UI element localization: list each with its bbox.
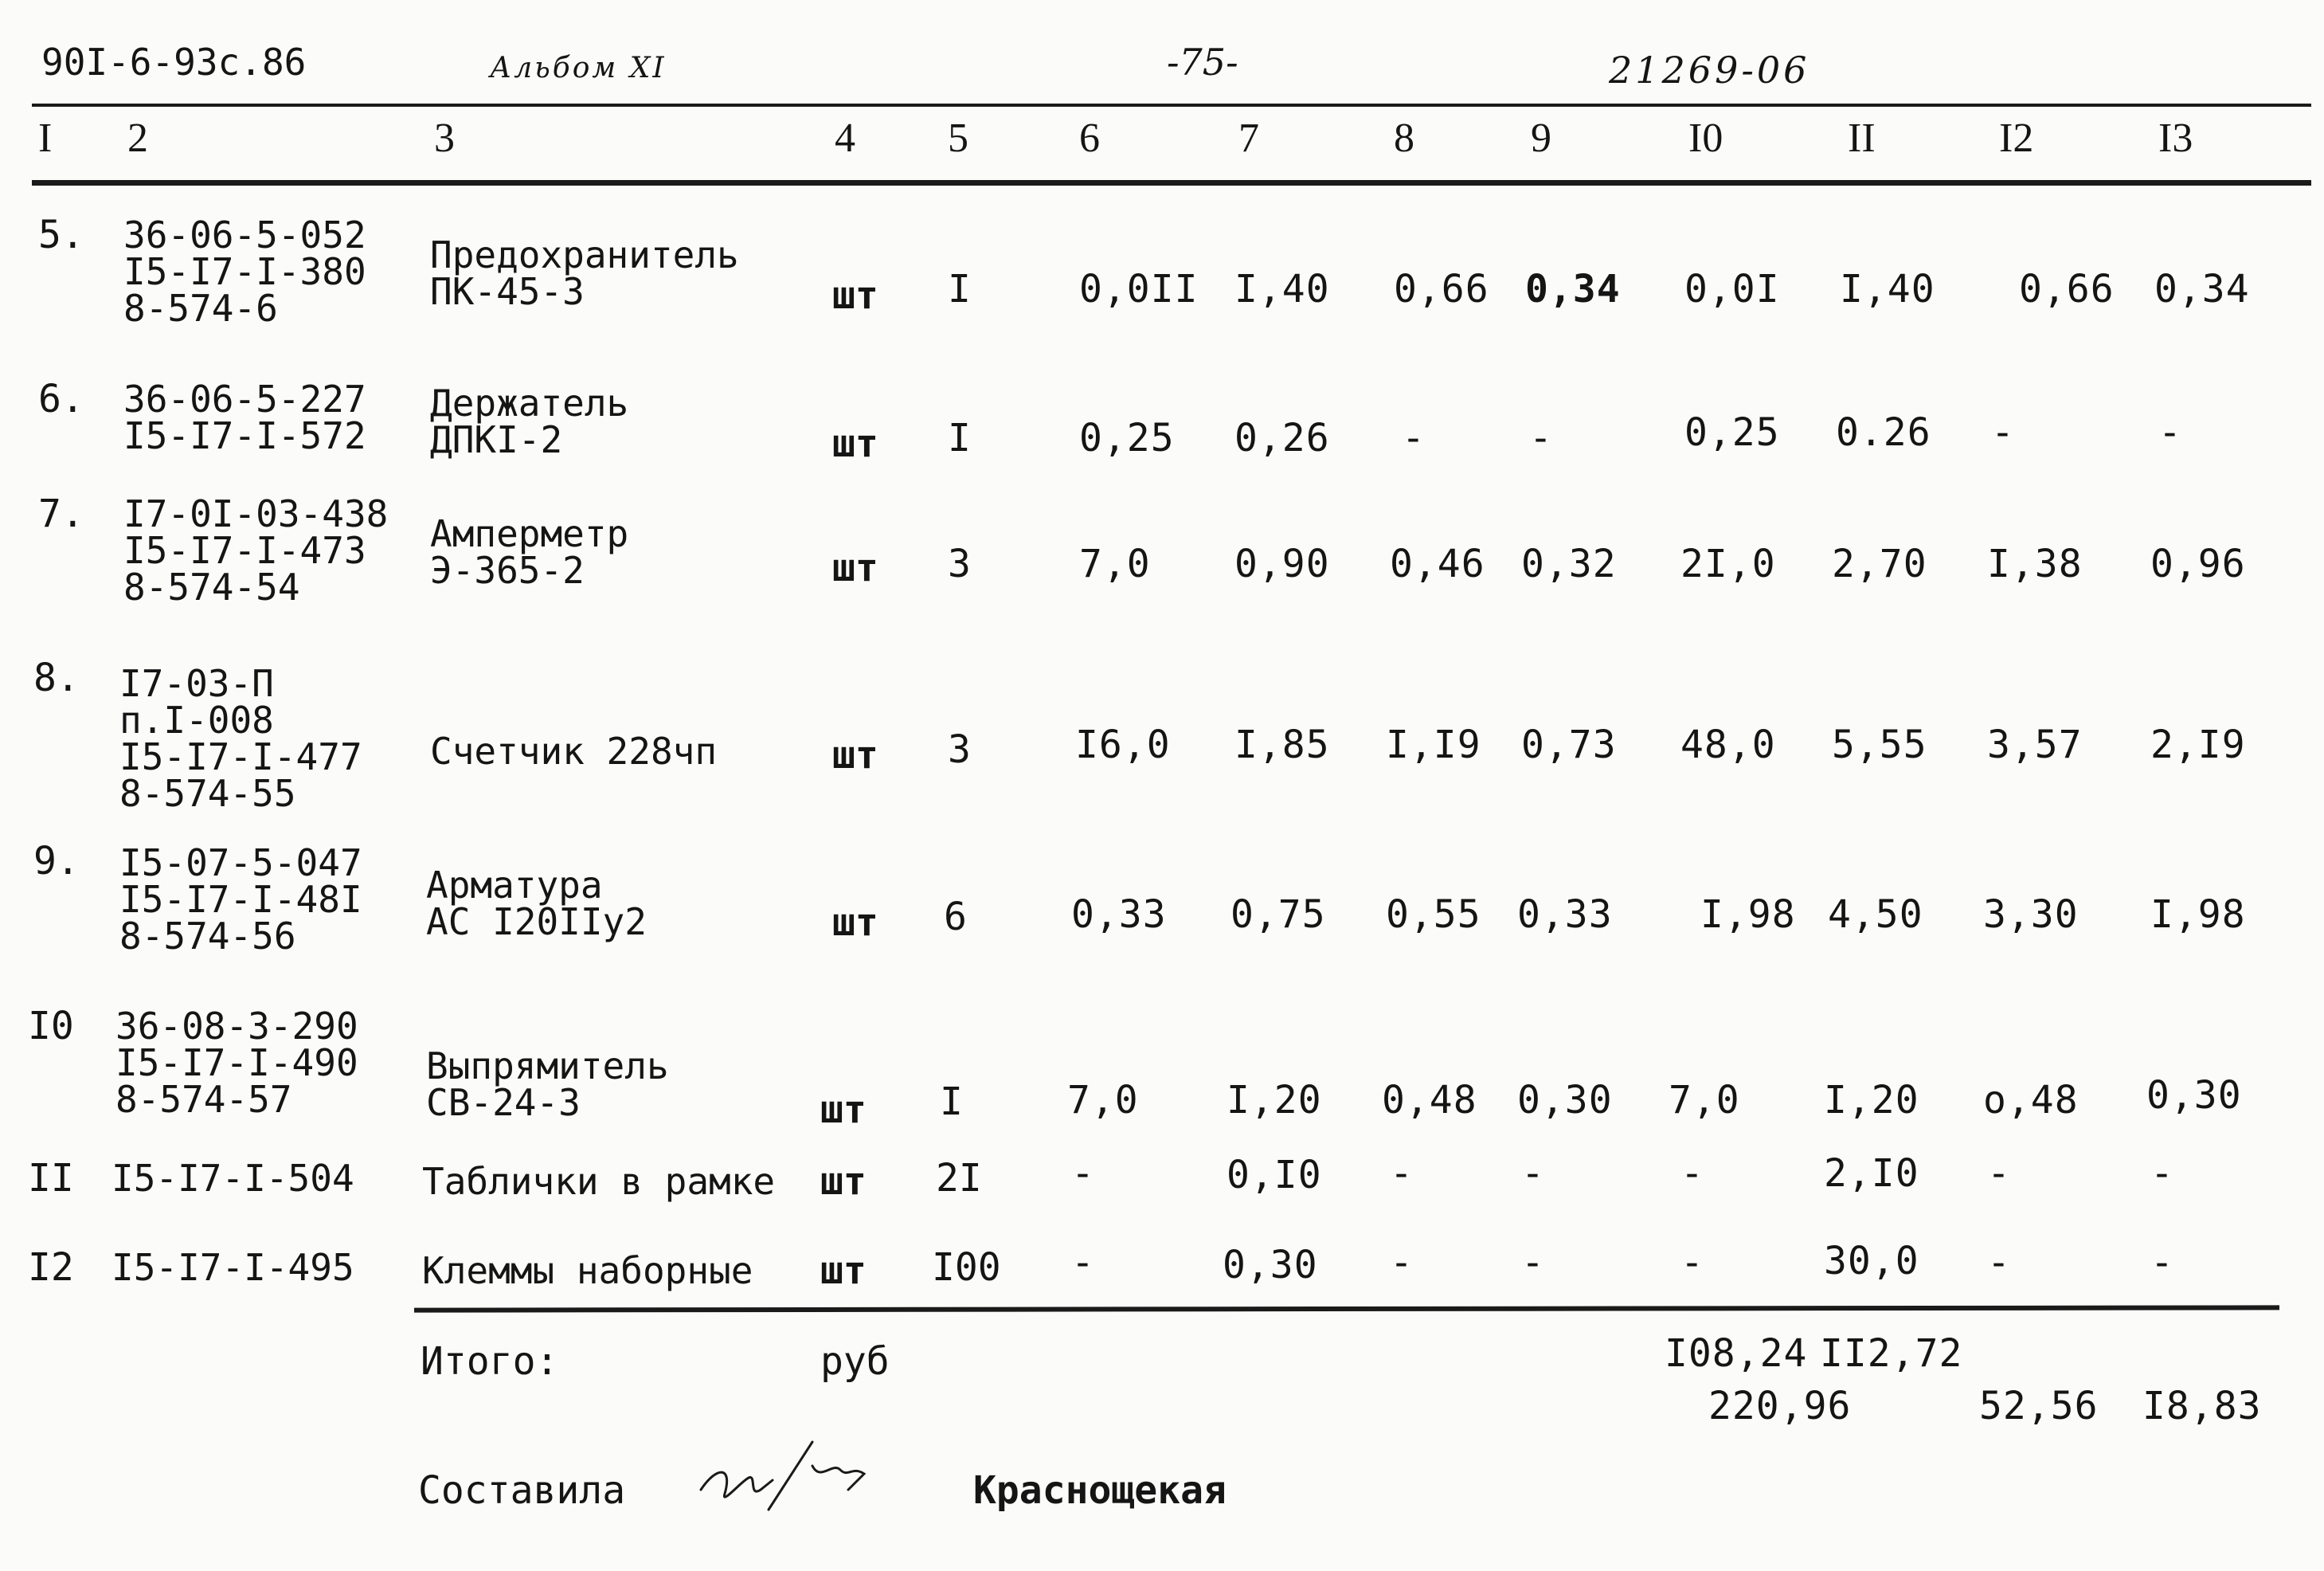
item-name: Таблички в рамке [422, 1160, 776, 1203]
col11-value: I,20 [1824, 1078, 1919, 1122]
row-number: I0 [28, 1004, 74, 1048]
col7-value: 0,I0 [1227, 1153, 1322, 1197]
row-codes: 36-06-5-052 I5-I7-I-380 8-574-6 [123, 214, 366, 330]
col13-value: I,98 [2150, 892, 2246, 937]
row-number: 7. [38, 492, 84, 536]
col9-value: - [1521, 1151, 1545, 1196]
total-unit: руб [820, 1339, 890, 1384]
quantity: 6 [944, 895, 967, 939]
col13-value: - [2150, 1240, 2174, 1285]
item-name: Предохранитель ПК-45-3 [430, 233, 739, 313]
row-number: I2 [28, 1245, 74, 1290]
unit: шт [820, 1159, 867, 1204]
col7-value: 0,30 [1223, 1243, 1318, 1287]
col-head-13: I3 [2158, 116, 2193, 161]
col12-value: 3,57 [1987, 723, 2083, 767]
col10-value: 7,0 [1669, 1078, 1740, 1122]
unit: шт [832, 546, 878, 590]
row-codes: I7-0I-03-438 I5-I7-I-473 8-574-54 [123, 492, 389, 609]
col13-value: 0,34 [2154, 267, 2250, 311]
album-label: Альбом XI [490, 52, 667, 84]
col6-value: 0,25 [1079, 416, 1175, 460]
compiled-by-label: Составила [418, 1468, 626, 1513]
total-col13: I8,83 [2142, 1384, 2262, 1428]
quantity: I [948, 416, 971, 460]
quantity: I00 [932, 1245, 1001, 1290]
col-head-4: 4 [835, 116, 855, 161]
col-head-2: 2 [127, 116, 148, 161]
item-name: Выпрямитель СВ-24-3 [426, 1044, 669, 1124]
quantity: 2I [936, 1156, 982, 1201]
col10-value: - [1680, 1240, 1704, 1285]
col12-value: 3,30 [1983, 892, 2079, 937]
col9-value: 0,34 [1525, 267, 1621, 311]
column-head-rule [32, 180, 2311, 186]
row-codes: I5-I7-I-495 [112, 1246, 354, 1289]
compiler-name: Краснощекая [973, 1468, 1227, 1513]
col7-value: I,85 [1234, 723, 1330, 767]
col7-value: 0,75 [1230, 892, 1326, 937]
unit: шт [832, 733, 878, 778]
col9-value: - [1529, 416, 1553, 460]
col-head-8: 8 [1394, 116, 1414, 161]
col7-value: I,40 [1234, 267, 1330, 311]
col9-value: 0,30 [1517, 1078, 1613, 1122]
col-head-9: 9 [1531, 116, 1551, 161]
row-number: 8. [33, 656, 80, 700]
col12-value: - [1987, 1151, 2011, 1196]
col12-value: о,48 [1983, 1078, 2079, 1122]
unit: шт [832, 273, 878, 318]
row-number: 6. [38, 377, 84, 421]
col9-value: - [1521, 1240, 1545, 1285]
row-codes: 36-08-3-290 I5-I7-I-490 8-574-57 [115, 1005, 358, 1121]
col-head-3: 3 [434, 116, 455, 161]
col10-value: 2I,0 [1680, 542, 1776, 586]
col11-value: 4,50 [1828, 892, 1923, 937]
item-name: Амперметр Э-365-2 [430, 512, 629, 592]
col13-value: 0,30 [2146, 1073, 2242, 1118]
col8-value: 0,55 [1386, 892, 1481, 937]
total-col11: II2,72 [1820, 1331, 1963, 1376]
row-codes: I5-07-5-047 I5-I7-I-48I 8-574-56 [119, 841, 362, 958]
quantity: 3 [948, 542, 971, 586]
col11-value: 5,55 [1832, 723, 1927, 767]
inventory-number: 21269-06 [1609, 49, 1810, 92]
quantity: 3 [948, 727, 971, 772]
item-name: Держатель ДПКI-2 [430, 382, 629, 461]
col12-value: I,38 [1987, 542, 2083, 586]
col12-value: - [1987, 1240, 2011, 1285]
col-head-1: I [38, 116, 53, 161]
quantity: I [948, 267, 971, 311]
col10-value: - [1680, 1151, 1704, 1196]
col-head-7: 7 [1238, 116, 1259, 161]
total-rule [414, 1305, 2279, 1312]
row-codes: I5-I7-I-504 [112, 1157, 354, 1200]
row-number: 5. [38, 213, 84, 257]
col13-value: - [2150, 1151, 2174, 1196]
col13-value: - [2158, 410, 2182, 455]
col11-value: I,40 [1840, 267, 1935, 311]
col9-value: 0,32 [1521, 542, 1617, 586]
col11-value: 2,70 [1832, 542, 1927, 586]
col7-value: 0,26 [1234, 416, 1330, 460]
col8-value: 0,46 [1390, 542, 1485, 586]
total-label: Итого: [421, 1339, 559, 1384]
col11-value: 0.26 [1836, 410, 1931, 455]
col8-value: - [1390, 1240, 1414, 1285]
signature [693, 1434, 884, 1522]
col-head-6: 6 [1079, 116, 1100, 161]
col6-value: 7,0 [1079, 542, 1151, 586]
row-codes: 36-06-5-227 I5-I7-I-572 [123, 378, 366, 457]
col7-value: 0,90 [1234, 542, 1330, 586]
col-head-11: II [1848, 116, 1876, 161]
col10-value: 48,0 [1680, 723, 1776, 767]
col10-value: I,98 [1700, 892, 1796, 937]
row-number: 9. [33, 839, 80, 883]
col7-value: I,20 [1227, 1078, 1322, 1122]
unit: шт [820, 1087, 867, 1132]
col13-value: 0,96 [2150, 542, 2246, 586]
col11-value: 2,I0 [1824, 1151, 1919, 1196]
col6-value: - [1071, 1240, 1095, 1285]
header-rule [32, 104, 2311, 107]
col6-value: 7,0 [1067, 1078, 1139, 1122]
col-head-5: 5 [948, 116, 968, 161]
col6-value: I6,0 [1075, 723, 1171, 767]
unit: шт [832, 900, 878, 945]
unit: шт [832, 421, 878, 466]
total-col10: I08,24 [1665, 1331, 1808, 1376]
col6-value: - [1071, 1151, 1095, 1196]
col8-value: - [1402, 416, 1426, 460]
col9-value: 0,73 [1521, 723, 1617, 767]
col6-value: 0,33 [1071, 892, 1167, 937]
col10-value: 0,25 [1684, 410, 1780, 455]
col-head-12: I2 [1999, 116, 2034, 161]
total-col12: 52,56 [1979, 1384, 2099, 1428]
total-sum: 220,96 [1708, 1384, 1852, 1428]
col-head-10: I0 [1688, 116, 1723, 161]
col8-value: - [1390, 1151, 1414, 1196]
col13-value: 2,I9 [2150, 723, 2246, 767]
col8-value: I,I9 [1386, 723, 1481, 767]
col9-value: 0,33 [1517, 892, 1613, 937]
col11-value: 30,0 [1824, 1239, 1919, 1283]
item-name: Счетчик 228чп [430, 730, 718, 773]
page-number: -75- [1167, 41, 1238, 84]
row-codes: I7-03-П п.I-008 I5-I7-I-477 8-574-55 [119, 662, 362, 815]
col12-value: - [1991, 410, 2015, 455]
col8-value: 0,48 [1382, 1078, 1477, 1122]
unit: шт [820, 1248, 867, 1293]
col12-value: 0,66 [2019, 267, 2115, 311]
item-name: Арматура АС I20IIу2 [426, 864, 647, 943]
doc-code: 90I-6-93с.86 [41, 41, 307, 84]
row-number: II [28, 1156, 74, 1201]
item-name: Клеммы наборные [422, 1249, 753, 1292]
col10-value: 0,0I [1684, 267, 1780, 311]
quantity: I [940, 1079, 963, 1124]
col8-value: 0,66 [1394, 267, 1489, 311]
col6-value: 0,0II [1079, 267, 1199, 311]
